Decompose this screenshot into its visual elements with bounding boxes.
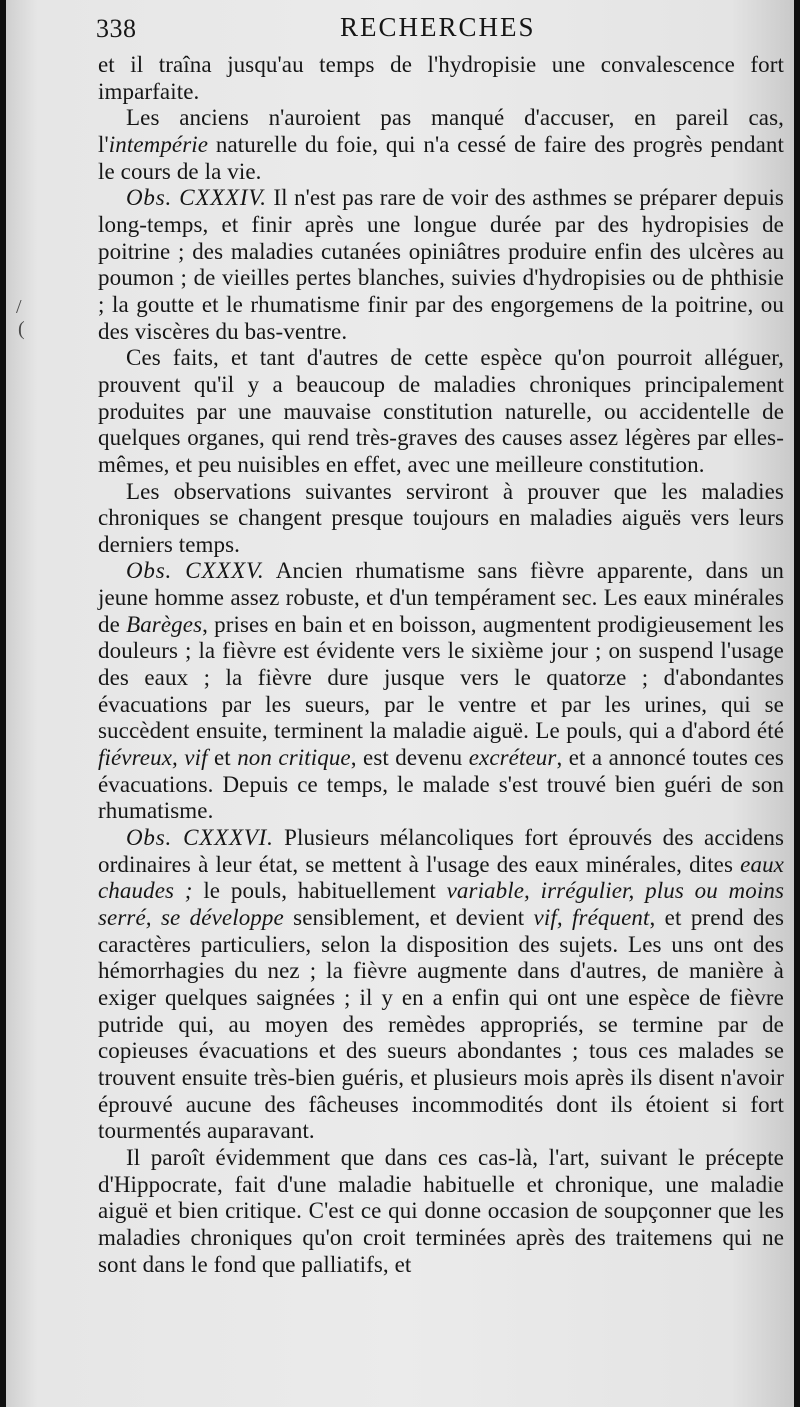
- paragraph-text: Ces faits, et tant d'autres de cette espèce qu'on pourroit alléguer, prouvent qu'il y a beaucoup de maladies chroniques principalement produites par une mauvaise constitution naturelle, ou accidentelle de quelques organes, qui rend très-graves des causes assez légères par elles-mêmes, et peu nuisibles en effet, avec une meilleure constitution.: [98, 345, 784, 477]
- paragraph: [98, 345, 784, 478]
- italic-term: vif, fréquent: [533, 905, 650, 930]
- paragraph-text: naturelle du foie, qui n'a cessé de faire des progrès pendant le cours de la vie.: [98, 131, 784, 184]
- paragraph-text: Il n'est pas rare de voir des asthmes se préparer depuis long-temps, et finir après une longue durée par des hydropisies de poitrine ; des maladies cutanées opiniâtres produire enfin des ulcères au poumon ; de vieilles pertes blanches, suivies d'hydropisies ou de phthisie ; la goutte et le rhumatisme finir par des engorgemens de la poitrine, ou des viscères du bas-ventre.: [98, 185, 784, 344]
- body-text: [98, 52, 784, 1278]
- paragraph: [98, 479, 784, 559]
- italic-term: excréteur: [468, 745, 557, 771]
- paragraph-text: Il paroît évidemment que dans ces cas-là, l'art, suivant le précepte d'Hippocrate, fait d'une maladie habituelle et chronique, une maladie aiguë et bien critique. C'est ce qui donne occasion de soupçonner que les maladies chroniques qu'on croit terminées après des traitemens qui ne sont dans le fond que palliatifs, et: [98, 1144, 784, 1277]
- italic-term: variable, irrégulier, plus ou moins serré, se développe: [98, 878, 784, 930]
- paragraph-text: Les observations suivantes serviront à prouver que les maladies chroniques se changent presque toujours en maladies aiguës vers leurs derniers temps.: [98, 478, 784, 557]
- italic-term: fiévreux, vif: [98, 745, 208, 771]
- paragraph-text: , et a annoncé toutes ces évacuations. Depuis ce temps, le malade s'est trouvé bien guéri de son rhumatisme.: [98, 745, 784, 824]
- paragraph-text: , est devenu: [350, 745, 469, 771]
- italic-term: non critique: [237, 745, 351, 771]
- paragraph-text: et: [207, 745, 238, 771]
- observation-paragraph: [98, 185, 784, 345]
- observation-label: Obs. CXXXV.: [126, 558, 265, 584]
- italic-term: eaux chaudes ;: [98, 851, 784, 904]
- italic-term: intempérie: [108, 131, 209, 157]
- paragraph-text: et il traîna jusqu'au temps de l'hydropisie une convalescence fort imparfaite.: [98, 52, 784, 104]
- running-head: [96, 10, 786, 50]
- book-page: [6, 0, 794, 1407]
- paragraph: [98, 52, 784, 105]
- margin-pencil-mark: (: [18, 318, 25, 340]
- italic-term: Barèges: [126, 611, 203, 637]
- paragraph-text: , et prend des caractères particuliers, selon la disposition des sujets. Les uns ont des hémorrhagies du nez ; la fièvre augmente dans d'autres, de manière à exiger quelques saignées ; il y en a enfin qui ont une espèce de fièvre putride qui, au moyen des remèdes appropriés, se termine par de copieuses évacuations et des sueurs abondantes ; tous ces malades se trouvent ensuite très-bien guéris, et plusieurs mois après ils disent n'avoir éprouvé aucune des fâcheuses incommodités dont ils étoient si fort tourmentés auparavant.: [98, 905, 785, 1144]
- paragraph-text: Ancien rhumatisme sans fièvre apparente, dans un jeune homme assez robuste, et d'un tempérament sec. Les eaux minérales de: [98, 558, 784, 637]
- paragraph-text: , prises en bain et en boisson, augmentent prodigieusement les douleurs ; la fièvre est évidente vers le sixième jour ; on suspend l'usage des eaux ; la fièvre dure jusque vers le quatorze ; d'abondantes évacuations par les sueurs, par le ventre et par les urines, qui se succèdent ensuite, terminent la maladie aiguë. Le pouls, qui a d'abord été: [98, 611, 784, 744]
- paragraph-text: Les anciens n'auroient pas manqué d'accuser, en pareil cas, l': [98, 105, 784, 157]
- margin-pencil-mark: /: [16, 296, 22, 318]
- paragraph-text: Plusieurs mélancoliques fort éprouvés des accidens ordinaires à leur état, se mettent à l'usage des eaux minérales, dites: [98, 825, 784, 877]
- paragraph-text: sensiblement, et devient: [283, 905, 534, 930]
- running-title: RECHERCHES: [340, 12, 536, 42]
- observation-paragraph: [98, 558, 784, 825]
- paragraph: [98, 105, 784, 185]
- observation-paragraph: [98, 825, 784, 1145]
- observation-label: Obs. CXXXVI.: [126, 825, 274, 851]
- paragraph-text: le pouls, habituellement: [192, 878, 447, 904]
- paragraph: [98, 1145, 784, 1278]
- observation-label: Obs. CXXXIV.: [126, 185, 267, 211]
- page-number: 338: [96, 14, 137, 43]
